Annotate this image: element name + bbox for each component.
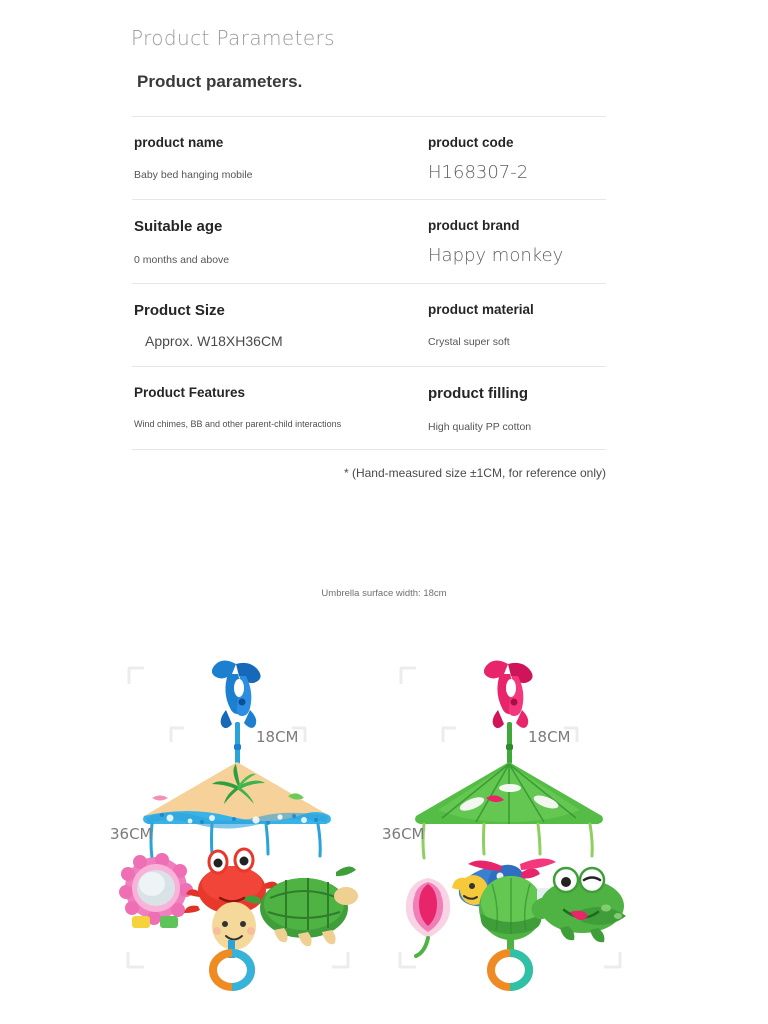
shaft-joint <box>234 744 241 750</box>
teether-ring <box>491 938 529 987</box>
table-row <box>132 366 606 449</box>
mobile-shaft <box>507 722 512 764</box>
shell-motif <box>152 796 168 801</box>
spec-label: Suitable age <box>134 218 223 236</box>
height-dimension-label: 36CM <box>382 825 425 843</box>
spec-value: H168307-2 <box>428 161 529 183</box>
crocodile-toy <box>532 868 626 942</box>
measurement-footnote: * (Hand-measured size ±1CM, for reference only) <box>343 466 606 481</box>
spec-cell-suitable-age <box>132 200 428 282</box>
product-figure-ocean <box>108 640 368 996</box>
ocean-mobile-illustration <box>108 640 368 996</box>
beach-canopy <box>143 762 331 829</box>
blue-clip-icon <box>212 660 261 728</box>
spec-value: Crystal super soft <box>428 335 510 348</box>
flower-mirror-toy <box>119 853 193 928</box>
spec-label: product material <box>428 301 534 317</box>
table-row <box>132 116 606 199</box>
pink-clip-icon <box>484 660 533 728</box>
teether-ring <box>213 940 251 987</box>
spec-label: Product Size <box>134 301 225 319</box>
spec-cell-product-brand <box>428 200 606 282</box>
canopy-ribs <box>423 824 592 858</box>
spec-value: Baby bed hanging mobile <box>134 168 253 181</box>
spec-cell-product-filling <box>428 367 606 449</box>
spec-cell-product-code <box>428 117 606 199</box>
product-figure-garden <box>380 640 640 996</box>
product-figures <box>0 640 768 996</box>
turtle-head <box>334 887 358 905</box>
page-title: Product Parameters <box>131 26 335 50</box>
spec-cell-product-size <box>132 284 428 366</box>
spec-label: product brand <box>428 218 520 234</box>
width-dimension-label: 18CM <box>256 728 299 746</box>
umbrella-width-caption: Umbrella surface width: 18cm <box>321 588 447 599</box>
spec-value: Happy monkey <box>428 245 564 267</box>
table-row <box>132 283 606 366</box>
spec-value: Approx. W18XH36CM <box>145 333 283 350</box>
garden-mobile-illustration <box>380 640 640 996</box>
height-dimension-label: 36CM <box>110 825 153 843</box>
spec-label: Product Features <box>134 385 246 401</box>
width-dimension-label: 18CM <box>528 728 571 746</box>
spec-cell-product-material <box>428 284 606 366</box>
mobile-shaft <box>235 722 240 764</box>
spec-label: product code <box>428 135 514 150</box>
spec-cell-product-name <box>132 117 428 199</box>
table-footnote-row <box>132 449 606 482</box>
table-row <box>132 199 606 282</box>
spec-value: 0 months and above <box>134 253 230 266</box>
spec-label: product filling <box>428 385 528 403</box>
shaft-joint <box>506 744 513 750</box>
spec-value: Wind chimes, BB and other parent-child interactions <box>134 419 342 430</box>
product-spec-table <box>132 116 606 482</box>
petal-motif <box>499 784 521 792</box>
leaf-canopy <box>415 762 603 824</box>
spec-value: High quality PP cotton <box>428 420 532 433</box>
tulip-toy <box>406 878 450 956</box>
spec-cell-product-features <box>132 367 428 449</box>
spec-label: product name <box>134 135 224 150</box>
section-title: Product parameters. <box>137 72 303 91</box>
